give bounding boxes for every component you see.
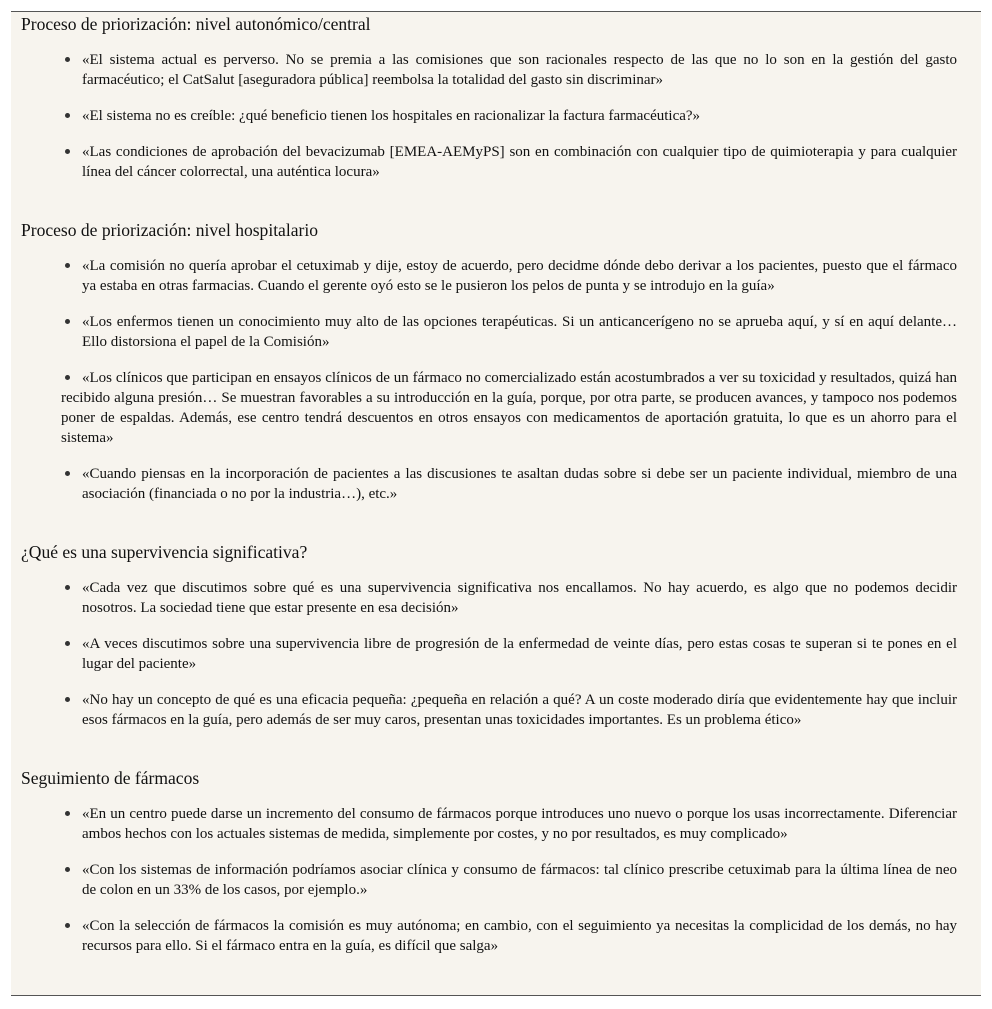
list-item: «Con los sistemas de información podríamos asociar clínica y consumo de fármacos: tal clínico prescribe cetuximab para la última línea de neo de colon en un 33% de los casos, por ejemplo.»: [82, 862, 957, 898]
list-item: «Cuando piensas en la incorporación de pacientes a las discusiones te asaltan dudas sobre si debe ser un paciente individual, miembro de una asociación (financiada o no por la industria…), etc.»: [82, 466, 957, 502]
list-item: «En un centro puede darse un incremento del consumo de fármacos porque introduces uno nuevo o porque los usas incorrectamente. Diferenciar ambos hechos con los actuales sistemas de medida, simplemente por costes, y no por resultados, es muy complicado»: [82, 806, 957, 842]
section-hospital: [11, 220, 981, 504]
section-title: Seguimiento de fármacos: [21, 768, 200, 788]
section-significant-survival: [11, 542, 981, 730]
list-item: «El sistema no es creíble: ¿qué beneficio tienen los hospitales en racionalizar la factura farmacéutica?»: [82, 106, 957, 126]
list-item: «El sistema actual es perverso. No se premia a las comisiones que son racionales respecto de las que no lo son en la gestión del gasto farmacéutico; el CatSalut [aseguradora pública] reembolsa la totalidad del gasto sin discriminar»: [82, 52, 957, 88]
quote-list: [11, 578, 981, 730]
list-item: «Cada vez que discutimos sobre qué es una supervivencia significativa nos encallamos. No hay acuerdo, es algo que no podemos decidir nosotros. La sociedad tiene que estar presente en esa decisión»: [82, 580, 957, 616]
quote-list: [11, 804, 981, 956]
quotes-table: [11, 11, 981, 996]
list-item: «No hay un concepto de qué es una eficacia pequeña: ¿pequeña en relación a qué? A un coste moderado diría que evidentemente hay que incluir esos fármacos en la guía, pero además de ser muy caros, presentan unas toxicidades importantes. Es un problema ético»: [82, 692, 957, 728]
list-item: «A veces discutimos sobre una supervivencia libre de progresión de la enfermedad de veinte días, pero estas cosas te superan si te pones en el lugar del paciente»: [82, 636, 957, 672]
list-item: «La comisión no quería aprobar el cetuximab y dije, estoy de acuerdo, pero decidme dónde debo derivar a los pacientes, puesto que el fármaco ya estaba en otras farmacias. Cuando el gerente oyó esto se le pusieron los pelos de punta y se introdujo en la guía»: [82, 258, 957, 294]
section-title: ¿Qué es una supervivencia significativa?: [21, 542, 308, 562]
list-item: «Los enfermos tienen un conocimiento muy alto de las opciones terapéuticas. Si un anticancerígeno no se aprueba aquí, y sí en aquí delante… Ello distorsiona el papel de la Comisión»: [82, 314, 957, 350]
list-item: «Con la selección de fármacos la comisión es muy autónoma; en cambio, con el seguimiento ya necesitas la complicidad de los demás, no hay recursos para ello. Si el fármaco entra en la guía, es difícil que salga»: [82, 918, 957, 954]
list-item: «Los clínicos que participan en ensayos clínicos de un fármaco no comercializado están acostumbrados a ver su toxicidad y resultados, quizá han recibido alguna presión… Se muestran favorables a su introducción en la guía, porque, por otra parte, se producen avances, y tampoco nos podemos poner de espaldas. Además, ese centro tendrá descuentos en otros ensayos con medicamentos de aportación gratuita, lo que es un ahorro para el sistema»: [61, 370, 957, 446]
list-item: «Las condiciones de aprobación del bevacizumab [EMEA-AEMyPS] son en combinación con cualquier tipo de quimioterapia y para cualquier línea del cáncer colorrectal, una auténtica locura»: [82, 144, 957, 180]
quote-list: [11, 50, 981, 182]
section-title: Proceso de priorización: nivel autonómico/central: [21, 14, 371, 34]
section-title: Proceso de priorización: nivel hospitalario: [21, 220, 318, 240]
section-drug-monitoring: [11, 768, 981, 956]
section-autonomic-central: [11, 12, 981, 182]
quote-list: [11, 256, 981, 504]
